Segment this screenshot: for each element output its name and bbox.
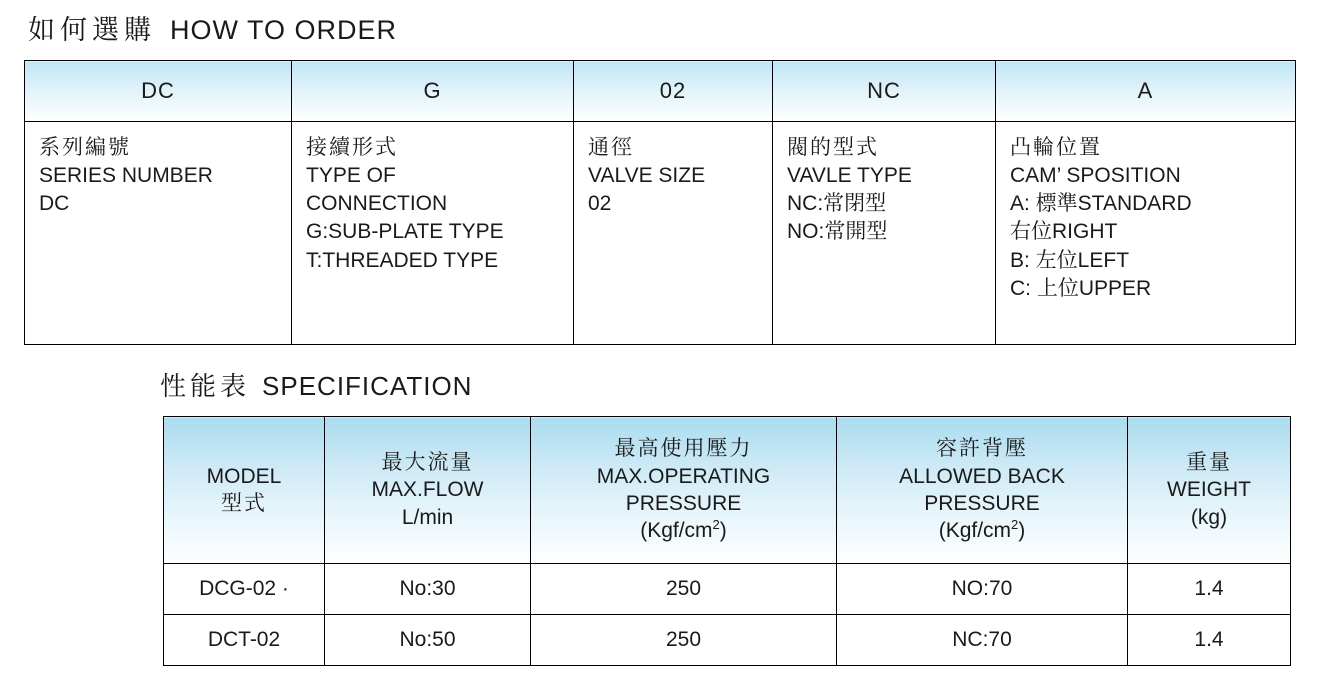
order-desc-size-line-1: 通徑 (588, 136, 634, 159)
order-code-cell-size: 02 (574, 61, 773, 122)
order-desc-valve-type-line-4: NO:常開型 (787, 220, 888, 244)
spec-header-max-op-line-2: MAX.OPERATING (596, 464, 771, 488)
order-desc-size-line-3: 02 (588, 192, 612, 216)
order-desc-series-line-1: 系列編號 (39, 136, 131, 159)
order-desc-cam-line-6: C: 上位UPPER (1010, 276, 1152, 300)
order-desc-size (574, 122, 773, 345)
order-desc-valve-type-line-1: 閥的型式 (787, 136, 879, 159)
order-desc-valve-type-line-2: VAVLE TYPE (787, 164, 912, 188)
spec-header-back-line-1: 容許背壓 (936, 437, 1028, 461)
order-desc-connection-line-1: 接續形式 (306, 136, 398, 159)
order-desc-connection-line-4: G:SUB-PLATE TYPE (306, 220, 504, 244)
spec-header-max-flow-line-1: 最大流量 (381, 451, 474, 475)
specification-heading (160, 366, 472, 403)
table-row (164, 564, 1291, 615)
spec-header-max-op-line-4: $(Kgf/cm^2)$ (640, 517, 727, 543)
spec-row-2-model: DCT-02 (164, 615, 325, 666)
spec-header-max-flow-line-3: L/min (401, 505, 454, 529)
spec-header-max-op-line-3: PRESSURE (625, 492, 742, 515)
spec-header-model (164, 417, 325, 564)
spec-row-1-back-pressure: NO:70 (837, 564, 1128, 615)
spec-row-1-max-flow: No:30 (325, 564, 531, 615)
spec-row-2-weight: 1.4 (1128, 615, 1291, 666)
spec-header-model-line-2: 型式 (221, 492, 267, 515)
how-to-order-heading-cn: 如何選購 (28, 15, 156, 45)
spec-header-weight-line-3: (kg) (1190, 505, 1228, 529)
spec-header-max-operating-pressure (531, 417, 837, 564)
order-code-cell-valve-type: NC (773, 61, 996, 122)
order-desc-size-line-2: VALVE SIZE (588, 164, 706, 188)
order-desc-cam-line-5: B: 左位LEFT (1010, 248, 1130, 272)
order-desc-cam-line-2: CAM’ SPOSITION (1010, 164, 1181, 188)
order-desc-series-line-2: SERIES NUMBER (39, 164, 213, 188)
spec-header-max-flow-line-2: MAX.FLOW (371, 478, 484, 502)
order-desc-series-line-3: DC (39, 192, 70, 216)
spec-row-1-weight: 1.4 (1128, 564, 1291, 615)
order-code-cell-connection: G (292, 61, 574, 122)
order-desc-connection-line-3: CONNECTION (306, 192, 448, 216)
spec-header-weight-line-1: 重量 (1186, 451, 1232, 475)
order-desc-cam-line-1: 凸輪位置 (1010, 136, 1102, 159)
spec-header-allowed-back-pressure (837, 417, 1128, 564)
order-desc-cam-position (996, 122, 1296, 345)
order-desc-cam-line-4: 右位RIGHT (1010, 220, 1118, 244)
order-desc-valve-type (773, 122, 996, 345)
order-desc-valve-type-line-3: NC:常閉型 (787, 192, 887, 216)
specification-table (163, 416, 1291, 666)
how-to-order-heading-en: HOW TO ORDER (170, 15, 398, 45)
specification-heading-cn: 性能表 (160, 371, 251, 401)
spec-row-2-back-pressure: NC:70 (837, 615, 1128, 666)
spec-header-back-line-2: ALLOWED BACK (899, 464, 1065, 488)
specification-header-row (164, 417, 1291, 564)
spec-header-max-op-line-1: 最高使用壓力 (614, 437, 753, 461)
order-code-cell-series: DC (25, 61, 292, 122)
spec-header-max-flow (325, 417, 531, 564)
order-desc-connection (292, 122, 574, 345)
spec-header-weight (1128, 417, 1291, 564)
how-to-order-heading (28, 8, 397, 47)
order-description-row (25, 122, 1296, 345)
spec-row-1-model: DCG-02 · (164, 564, 325, 615)
order-code-cell-cam-position: A (996, 61, 1296, 122)
order-code-header-row (25, 61, 1296, 122)
order-code-table (24, 60, 1296, 345)
order-desc-cam-line-3: A: 標準STANDARD (1010, 192, 1192, 216)
spec-header-model-line-1: MODEL (206, 464, 282, 488)
order-desc-series (25, 122, 292, 345)
order-desc-connection-line-5: T:THREADED TYPE (306, 248, 499, 272)
spec-header-back-line-3: PRESSURE (924, 492, 1040, 515)
spec-header-back-line-4: $(Kgf/cm^2)$ (938, 517, 1026, 543)
order-desc-connection-line-2: TYPE OF (306, 164, 396, 188)
specification-heading-en: SPECIFICATION (262, 371, 473, 401)
spec-row-2-max-flow: No:50 (325, 615, 531, 666)
spec-row-1-max-pressure: 250 (531, 564, 837, 615)
spec-row-2-max-pressure: 250 (531, 615, 837, 666)
table-row (164, 615, 1291, 666)
spec-header-weight-line-2: WEIGHT (1167, 478, 1251, 502)
